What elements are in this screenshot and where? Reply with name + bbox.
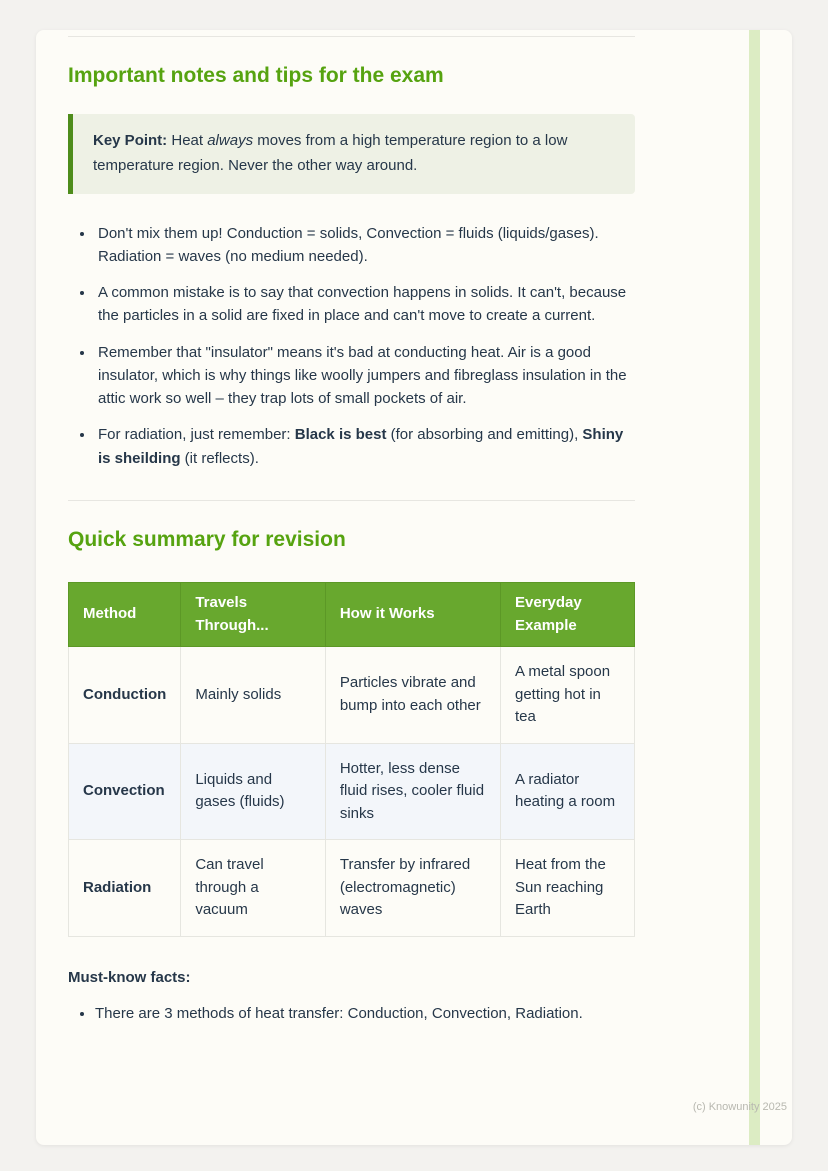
list-item [95, 423, 635, 470]
column-header-method: Method [69, 583, 181, 647]
column-header-how: How it Works [325, 583, 500, 647]
table-header-row [69, 583, 635, 647]
keypoint-callout [68, 114, 635, 194]
keypoint-text [93, 129, 615, 179]
cell-how: Hotter, less dense fluid rises, cooler fluid sinks [325, 743, 500, 840]
facts-heading: Must-know facts: [68, 968, 191, 986]
table-row [69, 743, 635, 840]
text-segment: (for absorbing and emitting), [386, 426, 583, 444]
text-segment: Don't mix them up! Conduction = solids, Convection = fluids (liquids/gases). Radiation = waves (no medium needed). [98, 224, 599, 265]
list-item [95, 341, 635, 411]
cell-how: Transfer by infrared (electromagnetic) waves [325, 840, 500, 937]
top-divider [68, 36, 635, 37]
cell-travels: Mainly solids [181, 647, 326, 744]
notes-section-title: Important notes and tips for the exam [68, 64, 444, 87]
table-row [69, 647, 635, 744]
text-segment: A common mistake is to say that convection happens in solids. It can't, because the particles in a solid are fixed in place and can't move to create a current. [98, 284, 627, 325]
text-segment: moves from a high temperature region to a low temperature region. Never the other way around. [93, 132, 568, 174]
notes-bullet-list [68, 222, 635, 470]
column-header-travels: Travels Through... [181, 583, 326, 647]
column-header-example: Everyday Example [501, 583, 635, 647]
text-segment: For radiation, just remember: [98, 426, 295, 444]
cell-example: Heat from the Sun reaching Earth [501, 840, 635, 937]
keypoint-italic-word: always [207, 132, 254, 150]
cell-method: Conduction [69, 647, 181, 744]
cell-method: Convection [69, 743, 181, 840]
table-row [69, 840, 635, 937]
cell-travels: Can travel through a vacuum [181, 840, 326, 937]
cell-travels: Liquids and gases (fluids) [181, 743, 326, 840]
text-segment: There are 3 methods of heat transfer: Conduction, Convection, Radiation. [95, 1004, 583, 1022]
text-segment: Remember that "insulator" means it's bad at conducting heat. Air is a good insulator, which is why things like woolly jumpers and fibreglass insulation in the attic work so well – they trap lots of small pockets of air. [98, 343, 627, 408]
cell-method: Radiation [69, 840, 181, 937]
document-page [36, 30, 792, 1145]
text-segment: (it reflects). [180, 449, 259, 467]
list-item [95, 1002, 635, 1025]
section-divider [68, 500, 635, 501]
bold-segment: Shiny is sheilding [98, 426, 624, 467]
summary-section-title: Quick summary for revision [68, 527, 346, 551]
watermark: (c) Knowunity 2025 [692, 1101, 787, 1113]
text-segment: Heat [167, 132, 208, 150]
list-item [95, 281, 635, 328]
summary-table [68, 582, 635, 937]
keypoint-label: Key Point: [93, 132, 168, 150]
list-item [95, 222, 635, 269]
cell-example: A metal spoon getting hot in tea [501, 647, 635, 744]
cell-how: Particles vibrate and bump into each other [325, 647, 500, 744]
cell-example: A radiator heating a room [501, 743, 635, 840]
facts-list [68, 1002, 635, 1025]
page-content [36, 30, 792, 1095]
bold-segment: Black is best [294, 426, 387, 444]
